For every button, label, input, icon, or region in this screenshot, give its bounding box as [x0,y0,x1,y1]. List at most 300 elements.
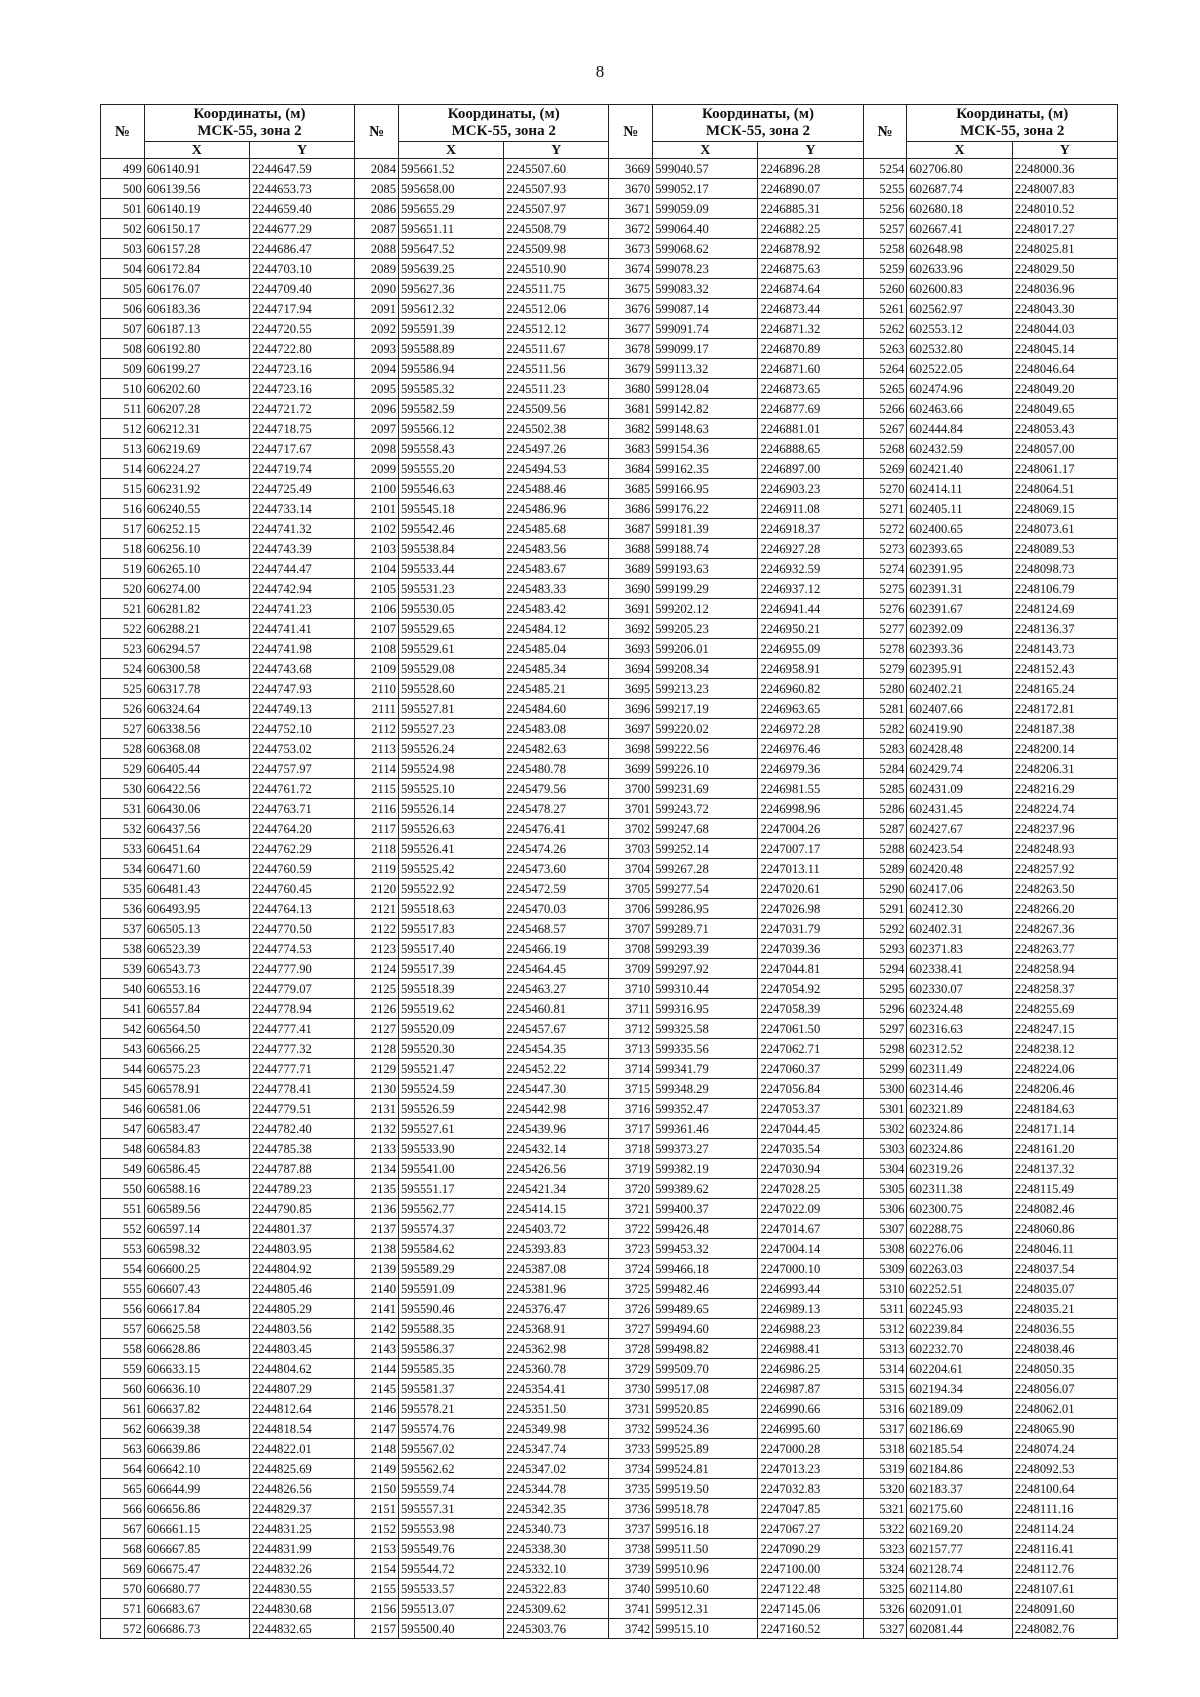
point-number-cell: 2133 [355,1139,399,1159]
y-coordinate-cell: 2248263.50 [1012,879,1117,899]
x-coordinate-cell: 602338.41 [907,959,1012,979]
x-coordinate-cell: 595518.63 [398,899,503,919]
y-coordinate-cell: 2246896.28 [758,159,863,179]
y-coordinate-cell: 2248035.21 [1012,1299,1117,1319]
point-number-cell: 2141 [355,1299,399,1319]
point-number-cell: 2095 [355,379,399,399]
y-coordinate-cell: 2244747.93 [249,679,354,699]
y-coordinate-cell: 2248007.83 [1012,179,1117,199]
table-row [101,1499,1118,1519]
y-coordinate-cell: 2247044.45 [758,1119,863,1139]
y-coordinate-cell: 2247004.14 [758,1239,863,1259]
point-number-cell: 5306 [863,1199,907,1219]
point-number-cell: 2136 [355,1199,399,1219]
y-coordinate-cell: 2248029.50 [1012,259,1117,279]
table-row [101,679,1118,699]
table-row [101,1179,1118,1199]
point-number-cell: 3734 [609,1459,653,1479]
y-coordinate-cell: 2245322.83 [504,1579,609,1599]
point-number-cell: 5266 [863,399,907,419]
point-number-cell: 3677 [609,319,653,339]
y-coordinate-cell: 2248017.27 [1012,219,1117,239]
table-row [101,1399,1118,1419]
table-row [101,659,1118,679]
y-coordinate-cell: 2244733.14 [249,499,354,519]
point-number-cell: 3724 [609,1259,653,1279]
table-row [101,1439,1118,1459]
point-number-cell: 5309 [863,1259,907,1279]
y-coordinate-cell: 2248091.60 [1012,1599,1117,1619]
point-number-cell: 2105 [355,579,399,599]
x-coordinate-cell: 602431.09 [907,779,1012,799]
x-coordinate-cell: 595590.46 [398,1299,503,1319]
y-coordinate-cell: 2244719.74 [249,459,354,479]
point-number-cell: 5269 [863,459,907,479]
point-number-cell: 5298 [863,1039,907,1059]
y-coordinate-cell: 2246874.64 [758,279,863,299]
x-coordinate-cell: 606139.56 [144,179,249,199]
point-number-cell: 3678 [609,339,653,359]
y-coordinate-cell: 2248258.37 [1012,979,1117,999]
y-coordinate-cell: 2248115.49 [1012,1179,1117,1199]
point-number-cell: 532 [101,819,145,839]
y-coordinate-cell: 2245494.53 [504,459,609,479]
x-coordinate-cell: 595612.32 [398,299,503,319]
point-number-cell: 5283 [863,739,907,759]
x-coordinate-cell: 606207.28 [144,399,249,419]
y-coordinate-cell: 2247056.84 [758,1079,863,1099]
y-coordinate-cell: 2245421.34 [504,1179,609,1199]
point-number-cell: 3740 [609,1579,653,1599]
y-coordinate-cell: 2247022.09 [758,1199,863,1219]
x-coordinate-cell: 599226.10 [653,759,758,779]
x-coordinate-cell: 599267.28 [653,859,758,879]
y-coordinate-cell: 2245485.34 [504,659,609,679]
x-coordinate-cell: 595658.00 [398,179,503,199]
y-coordinate-cell: 2244741.98 [249,639,354,659]
point-number-cell: 2112 [355,719,399,739]
x-coordinate-cell: 599176.22 [653,499,758,519]
point-number-cell: 5264 [863,359,907,379]
point-number-cell: 3691 [609,599,653,619]
table-row [101,179,1118,199]
point-number-cell: 524 [101,659,145,679]
y-coordinate-cell: 2245485.21 [504,679,609,699]
x-coordinate-cell: 602091.01 [907,1599,1012,1619]
point-number-cell: 3684 [609,459,653,479]
x-coordinate-cell: 606256.10 [144,539,249,559]
x-coordinate-cell: 602276.06 [907,1239,1012,1259]
point-number-cell: 2148 [355,1439,399,1459]
x-coordinate-cell: 602423.54 [907,839,1012,859]
point-number-cell: 3688 [609,539,653,559]
point-number-cell: 3687 [609,519,653,539]
point-number-cell: 5260 [863,279,907,299]
x-coordinate-cell: 599400.37 [653,1199,758,1219]
x-coordinate-cell: 599525.89 [653,1439,758,1459]
num-header: № [863,105,907,159]
x-coordinate-cell: 599188.74 [653,539,758,559]
point-number-cell: 3730 [609,1379,653,1399]
point-number-cell: 512 [101,419,145,439]
point-number-cell: 2145 [355,1379,399,1399]
point-number-cell: 3689 [609,559,653,579]
y-coordinate-cell: 2245483.08 [504,719,609,739]
y-coordinate-cell: 2248025.81 [1012,239,1117,259]
y-coordinate-cell: 2248206.46 [1012,1079,1117,1099]
y-coordinate-cell: 2244653.73 [249,179,354,199]
point-number-cell: 522 [101,619,145,639]
x-coordinate-cell: 599482.46 [653,1279,758,1299]
point-number-cell: 3738 [609,1539,653,1559]
y-coordinate-cell: 2244831.99 [249,1539,354,1559]
x-coordinate-cell: 595553.98 [398,1519,503,1539]
y-coordinate-cell: 2245472.59 [504,879,609,899]
y-coordinate-cell: 2248035.07 [1012,1279,1117,1299]
x-coordinate-cell: 602311.38 [907,1179,1012,1199]
y-coordinate-cell: 2245340.73 [504,1519,609,1539]
point-number-cell: 5254 [863,159,907,179]
y-coordinate-cell: 2248098.73 [1012,559,1117,579]
y-coordinate-cell: 2244741.41 [249,619,354,639]
table-row [101,339,1118,359]
x-coordinate-cell: 606644.99 [144,1479,249,1499]
x-coordinate-cell: 595574.76 [398,1419,503,1439]
y-coordinate-cell: 2248061.17 [1012,459,1117,479]
point-number-cell: 2130 [355,1079,399,1099]
point-number-cell: 537 [101,919,145,939]
x-coordinate-cell: 599154.36 [653,439,758,459]
point-number-cell: 2087 [355,219,399,239]
x-coordinate-cell: 606240.55 [144,499,249,519]
x-coordinate-cell: 599515.10 [653,1619,758,1639]
y-coordinate-cell: 2246878.92 [758,239,863,259]
x-coordinate-cell: 606661.15 [144,1519,249,1539]
y-coordinate-cell: 2244717.67 [249,439,354,459]
point-number-cell: 3727 [609,1319,653,1339]
x-coordinate-cell: 606224.27 [144,459,249,479]
x-coordinate-cell: 606566.25 [144,1039,249,1059]
table-row [101,719,1118,739]
y-coordinate-cell: 2248116.41 [1012,1539,1117,1559]
x-coordinate-cell: 602175.60 [907,1499,1012,1519]
x-coordinate-cell: 595551.17 [398,1179,503,1199]
x-coordinate-cell: 602412.30 [907,899,1012,919]
y-coordinate-cell: 2245457.67 [504,1019,609,1039]
x-coordinate-cell: 606589.56 [144,1199,249,1219]
x-coordinate-cell: 599341.79 [653,1059,758,1079]
y-coordinate-cell: 2244826.56 [249,1479,354,1499]
x-coordinate-cell: 599181.39 [653,519,758,539]
point-number-cell: 2106 [355,599,399,619]
y-coordinate-cell: 2247053.37 [758,1099,863,1119]
y-coordinate-cell: 2247014.67 [758,1219,863,1239]
point-number-cell: 3669 [609,159,653,179]
point-number-cell: 3717 [609,1119,653,1139]
y-coordinate-cell: 2248216.29 [1012,779,1117,799]
y-coordinate-cell: 2244818.54 [249,1419,354,1439]
x-coordinate-cell: 602402.21 [907,679,1012,699]
y-coordinate-cell: 2248172.81 [1012,699,1117,719]
table-row [101,499,1118,519]
point-number-cell: 2088 [355,239,399,259]
x-coordinate-cell: 599325.58 [653,1019,758,1039]
y-coordinate-cell: 2244779.07 [249,979,354,999]
y-coordinate-cell: 2244777.41 [249,1019,354,1039]
point-number-cell: 550 [101,1179,145,1199]
y-coordinate-cell: 2245338.30 [504,1539,609,1559]
point-number-cell: 507 [101,319,145,339]
y-coordinate-cell: 2247013.23 [758,1459,863,1479]
y-coordinate-cell: 2248200.14 [1012,739,1117,759]
x-coordinate-cell: 602392.09 [907,619,1012,639]
x-coordinate-cell: 595526.41 [398,839,503,859]
table-row [101,599,1118,619]
point-number-cell: 5262 [863,319,907,339]
point-number-cell: 504 [101,259,145,279]
point-number-cell: 5291 [863,899,907,919]
y-coordinate-cell: 2244718.75 [249,419,354,439]
point-number-cell: 3701 [609,799,653,819]
table-row [101,1319,1118,1339]
point-number-cell: 5280 [863,679,907,699]
x-coordinate-cell: 595541.00 [398,1159,503,1179]
table-body [101,159,1118,1639]
y-coordinate-cell: 2247122.48 [758,1579,863,1599]
point-number-cell: 3722 [609,1219,653,1239]
table-row [101,739,1118,759]
y-coordinate-cell: 2245447.30 [504,1079,609,1099]
point-number-cell: 5326 [863,1599,907,1619]
point-number-cell: 5302 [863,1119,907,1139]
x-coordinate-cell: 606481.43 [144,879,249,899]
y-coordinate-cell: 2246871.60 [758,359,863,379]
x-coordinate-cell: 599202.12 [653,599,758,619]
point-number-cell: 5308 [863,1239,907,1259]
coord-header: Координаты, (м) МСК-55, зона 2 [653,105,863,142]
x-coordinate-cell: 599524.81 [653,1459,758,1479]
point-number-cell: 5288 [863,839,907,859]
y-coordinate-cell: 2247028.25 [758,1179,863,1199]
x-coordinate-cell: 606578.91 [144,1079,249,1099]
x-coordinate-cell: 602204.61 [907,1359,1012,1379]
x-coordinate-cell: 599193.63 [653,559,758,579]
x-coordinate-cell: 602371.83 [907,939,1012,959]
y-coordinate-cell: 2245393.83 [504,1239,609,1259]
x-coordinate-cell: 602393.36 [907,639,1012,659]
point-number-cell: 2151 [355,1499,399,1519]
x-coordinate-cell: 602245.93 [907,1299,1012,1319]
y-coordinate-cell: 2244830.68 [249,1599,354,1619]
point-number-cell: 2134 [355,1159,399,1179]
table-row [101,639,1118,659]
point-number-cell: 2114 [355,759,399,779]
y-coordinate-cell: 2244777.71 [249,1059,354,1079]
num-header: № [101,105,145,159]
x-coordinate-cell: 606274.00 [144,579,249,599]
point-number-cell: 5258 [863,239,907,259]
point-number-cell: 556 [101,1299,145,1319]
x-coordinate-cell: 602300.75 [907,1199,1012,1219]
x-coordinate-cell: 606265.10 [144,559,249,579]
x-coordinate-cell: 606686.73 [144,1619,249,1639]
x-coordinate-cell: 595538.84 [398,539,503,559]
y-coordinate-cell: 2247000.10 [758,1259,863,1279]
table-row [101,1239,1118,1259]
y-header: Y [1012,142,1117,159]
y-coordinate-cell: 2245466.19 [504,939,609,959]
table-row [101,899,1118,919]
point-number-cell: 569 [101,1559,145,1579]
point-number-cell: 5270 [863,479,907,499]
table-row [101,1599,1118,1619]
x-coordinate-cell: 606140.19 [144,199,249,219]
point-number-cell: 2110 [355,679,399,699]
y-header: Y [249,142,354,159]
x-coordinate-cell: 599348.29 [653,1079,758,1099]
point-number-cell: 2086 [355,199,399,219]
point-number-cell: 2097 [355,419,399,439]
y-coordinate-cell: 2245512.06 [504,299,609,319]
y-coordinate-cell: 2245497.26 [504,439,609,459]
x-coordinate-cell: 606557.84 [144,999,249,1019]
y-coordinate-cell: 2244803.45 [249,1339,354,1359]
point-number-cell: 3697 [609,719,653,739]
point-number-cell: 3719 [609,1159,653,1179]
x-coordinate-cell: 595544.72 [398,1559,503,1579]
point-number-cell: 3739 [609,1559,653,1579]
point-number-cell: 543 [101,1039,145,1059]
x-coordinate-cell: 595529.65 [398,619,503,639]
x-coordinate-cell: 595581.37 [398,1379,503,1399]
y-coordinate-cell: 2245485.04 [504,639,609,659]
x-coordinate-cell: 606583.47 [144,1119,249,1139]
point-number-cell: 5317 [863,1419,907,1439]
x-coordinate-cell: 606187.13 [144,319,249,339]
table-row [101,1139,1118,1159]
y-coordinate-cell: 2248036.96 [1012,279,1117,299]
point-number-cell: 2146 [355,1399,399,1419]
y-coordinate-cell: 2248143.73 [1012,639,1117,659]
x-coordinate-cell: 595591.39 [398,319,503,339]
point-number-cell: 3713 [609,1039,653,1059]
point-number-cell: 5290 [863,879,907,899]
y-coordinate-cell: 2248165.24 [1012,679,1117,699]
point-number-cell: 3672 [609,219,653,239]
point-number-cell: 3673 [609,239,653,259]
x-coordinate-cell: 599519.50 [653,1479,758,1499]
point-number-cell: 544 [101,1059,145,1079]
point-number-cell: 5325 [863,1579,907,1599]
point-number-cell: 538 [101,939,145,959]
point-number-cell: 5299 [863,1059,907,1079]
point-number-cell: 3682 [609,419,653,439]
y-coordinate-cell: 2244744.47 [249,559,354,579]
point-number-cell: 516 [101,499,145,519]
x-header: X [907,142,1012,159]
table-row [101,219,1118,239]
table-row [101,1059,1118,1079]
table-row [101,539,1118,559]
table-row [101,379,1118,399]
y-coordinate-cell: 2245482.63 [504,739,609,759]
x-coordinate-cell: 606430.06 [144,799,249,819]
y-coordinate-cell: 2245439.96 [504,1119,609,1139]
x-coordinate-cell: 595647.52 [398,239,503,259]
point-number-cell: 5286 [863,799,907,819]
x-coordinate-cell: 595518.39 [398,979,503,999]
point-number-cell: 534 [101,859,145,879]
point-number-cell: 506 [101,299,145,319]
x-coordinate-cell: 599078.23 [653,259,758,279]
point-number-cell: 2119 [355,859,399,879]
x-coordinate-cell: 602400.65 [907,519,1012,539]
y-coordinate-cell: 2244723.16 [249,379,354,399]
point-number-cell: 2090 [355,279,399,299]
x-coordinate-cell: 595531.23 [398,579,503,599]
x-coordinate-cell: 595525.42 [398,859,503,879]
y-coordinate-cell: 2248137.32 [1012,1159,1117,1179]
y-coordinate-cell: 2248106.79 [1012,579,1117,599]
y-coordinate-cell: 2245486.96 [504,499,609,519]
point-number-cell: 3705 [609,879,653,899]
x-coordinate-cell: 602324.48 [907,999,1012,1019]
x-coordinate-cell: 606281.82 [144,599,249,619]
y-coordinate-cell: 2247030.94 [758,1159,863,1179]
x-coordinate-cell: 602321.89 [907,1099,1012,1119]
y-coordinate-cell: 2248224.06 [1012,1059,1117,1079]
y-coordinate-cell: 2245484.60 [504,699,609,719]
point-number-cell: 500 [101,179,145,199]
y-coordinate-cell: 2244677.29 [249,219,354,239]
point-number-cell: 3707 [609,919,653,939]
x-coordinate-cell: 606437.56 [144,819,249,839]
x-coordinate-cell: 606451.64 [144,839,249,859]
x-coordinate-cell: 606199.27 [144,359,249,379]
x-coordinate-cell: 606667.85 [144,1539,249,1559]
y-coordinate-cell: 2245511.56 [504,359,609,379]
x-coordinate-cell: 595513.07 [398,1599,503,1619]
y-coordinate-cell: 2244743.68 [249,659,354,679]
x-coordinate-cell: 602185.54 [907,1439,1012,1459]
point-number-cell: 555 [101,1279,145,1299]
y-coordinate-cell: 2244743.39 [249,539,354,559]
point-number-cell: 2123 [355,939,399,959]
x-coordinate-cell: 599148.63 [653,419,758,439]
y-coordinate-cell: 2245483.42 [504,599,609,619]
point-number-cell: 3737 [609,1519,653,1539]
y-coordinate-cell: 2248187.38 [1012,719,1117,739]
y-coordinate-cell: 2248089.53 [1012,539,1117,559]
x-coordinate-cell: 602311.49 [907,1059,1012,1079]
x-coordinate-cell: 599220.02 [653,719,758,739]
point-number-cell: 3712 [609,1019,653,1039]
point-number-cell: 568 [101,1539,145,1559]
y-coordinate-cell: 2248114.24 [1012,1519,1117,1539]
y-coordinate-cell: 2244785.38 [249,1139,354,1159]
point-number-cell: 3704 [609,859,653,879]
x-coordinate-cell: 602324.86 [907,1119,1012,1139]
table-row [101,359,1118,379]
y-coordinate-cell: 2248073.61 [1012,519,1117,539]
table-row [101,779,1118,799]
y-coordinate-cell: 2245442.98 [504,1099,609,1119]
point-number-cell: 3683 [609,439,653,459]
y-coordinate-cell: 2244803.95 [249,1239,354,1259]
table-row [101,479,1118,499]
y-coordinate-cell: 2246963.65 [758,699,863,719]
y-coordinate-cell: 2244804.62 [249,1359,354,1379]
